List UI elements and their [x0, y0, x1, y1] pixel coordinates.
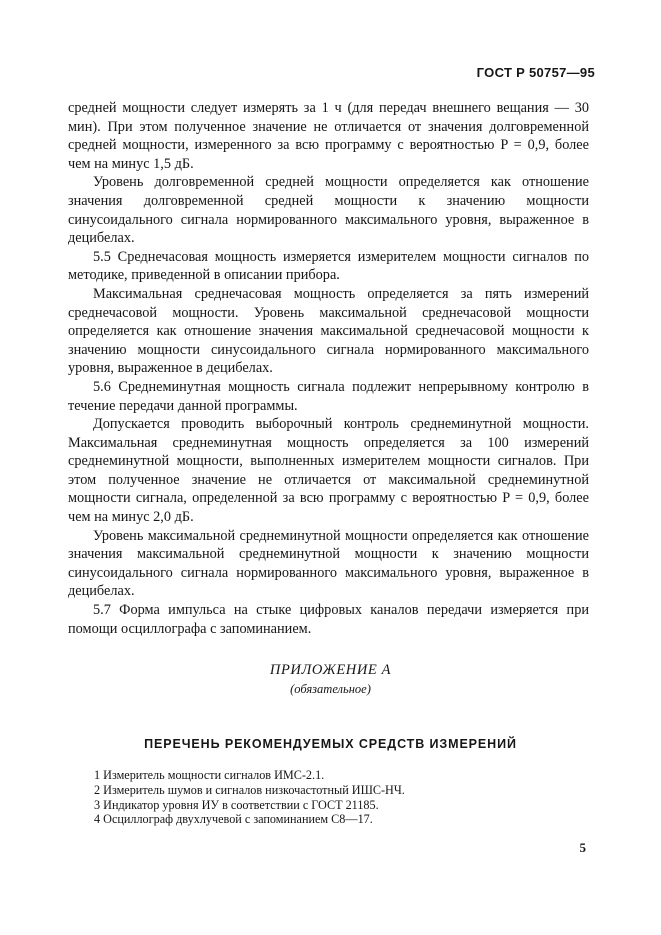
document-header: ГОСТ Р 50757—95: [476, 65, 595, 80]
section-5-5: 5.5 Среднечасовая мощность измеряется измерителем мощности сигналов по методике, приведенной в описании прибора.: [68, 248, 589, 284]
list-item: 4 Осциллограф двухлучевой с запоминанием С8—17.: [94, 812, 373, 827]
list-item: 2 Измеритель шумов и сигналов низкочастотный ИШС-НЧ.: [94, 782, 405, 797]
paragraph: Уровень максимальной среднеминутной мощности определяется как отношение значения максимальной среднеминутной мощности к значению мощности синусоидального сигнала нормированного максимального уровня, выраженное в децибелах.: [68, 527, 589, 600]
paragraph: Максимальная среднечасовая мощность определяется за пять измерений среднечасовой мощности. Уровень максимальной среднечасовой мощности определяется как отношение значения максимальной среднечасовой мощности к значению мощности синусоидального сигнала нормированного максимального уровня, выраженное в децибелах.: [68, 285, 589, 377]
appendix-subtitle: (обязательное): [290, 682, 371, 696]
body-text: [68, 99, 589, 638]
instruments-list-title: ПЕРЕЧЕНЬ РЕКОМЕНДУЕМЫХ СРЕДСТВ ИЗМЕРЕНИЙ: [144, 737, 517, 751]
list-item: 3 Индикатор уровня ИУ в соответствии с ГОСТ 21185.: [94, 797, 379, 812]
section-5-7: 5.7 Форма импульса на стыке цифровых каналов передачи измеряется при помощи осциллографа с запоминанием.: [68, 602, 589, 637]
section-5-6: 5.6 Среднеминутная мощность сигнала подлежит непрерывному контролю в течение передачи данной программы.: [68, 378, 589, 414]
list-item: 1 Измеритель мощности сигналов ИМС-2.1.: [94, 768, 325, 782]
appendix-title: ПРИЛОЖЕНИЕ А: [269, 662, 392, 678]
page-number: 5: [579, 840, 586, 855]
instruments-list: [94, 768, 574, 827]
paragraph: Уровень долговременной средней мощности определяется как отношение значения долговременной средней мощности к значению мощности синусоидального сигнала нормированного максимального уровня, выраженное в децибелах.: [68, 174, 589, 247]
paragraph: Допускается проводить выборочный контроль среднеминутной мощности. Максимальная среднеминутная мощность определяется за 100 измерений среднеминутной мощности, выполненных измерителем мощности сигналов. При этом полученное значение не отличается от максимальной среднеминутной мощности сигнала, определенной за всю программу с вероятностью P = 0,9, более чем на минус 2,0 дБ.: [68, 416, 589, 526]
paragraph: средней мощности следует измерять за 1 ч (для передач внешнего вещания — 30 мин). При этом полученное значение не отличается от значения долговременной средней мощности, измеренного за всю программу с вероятностью P = 0,9, более чем на минус 1,5 дБ.: [68, 100, 589, 172]
